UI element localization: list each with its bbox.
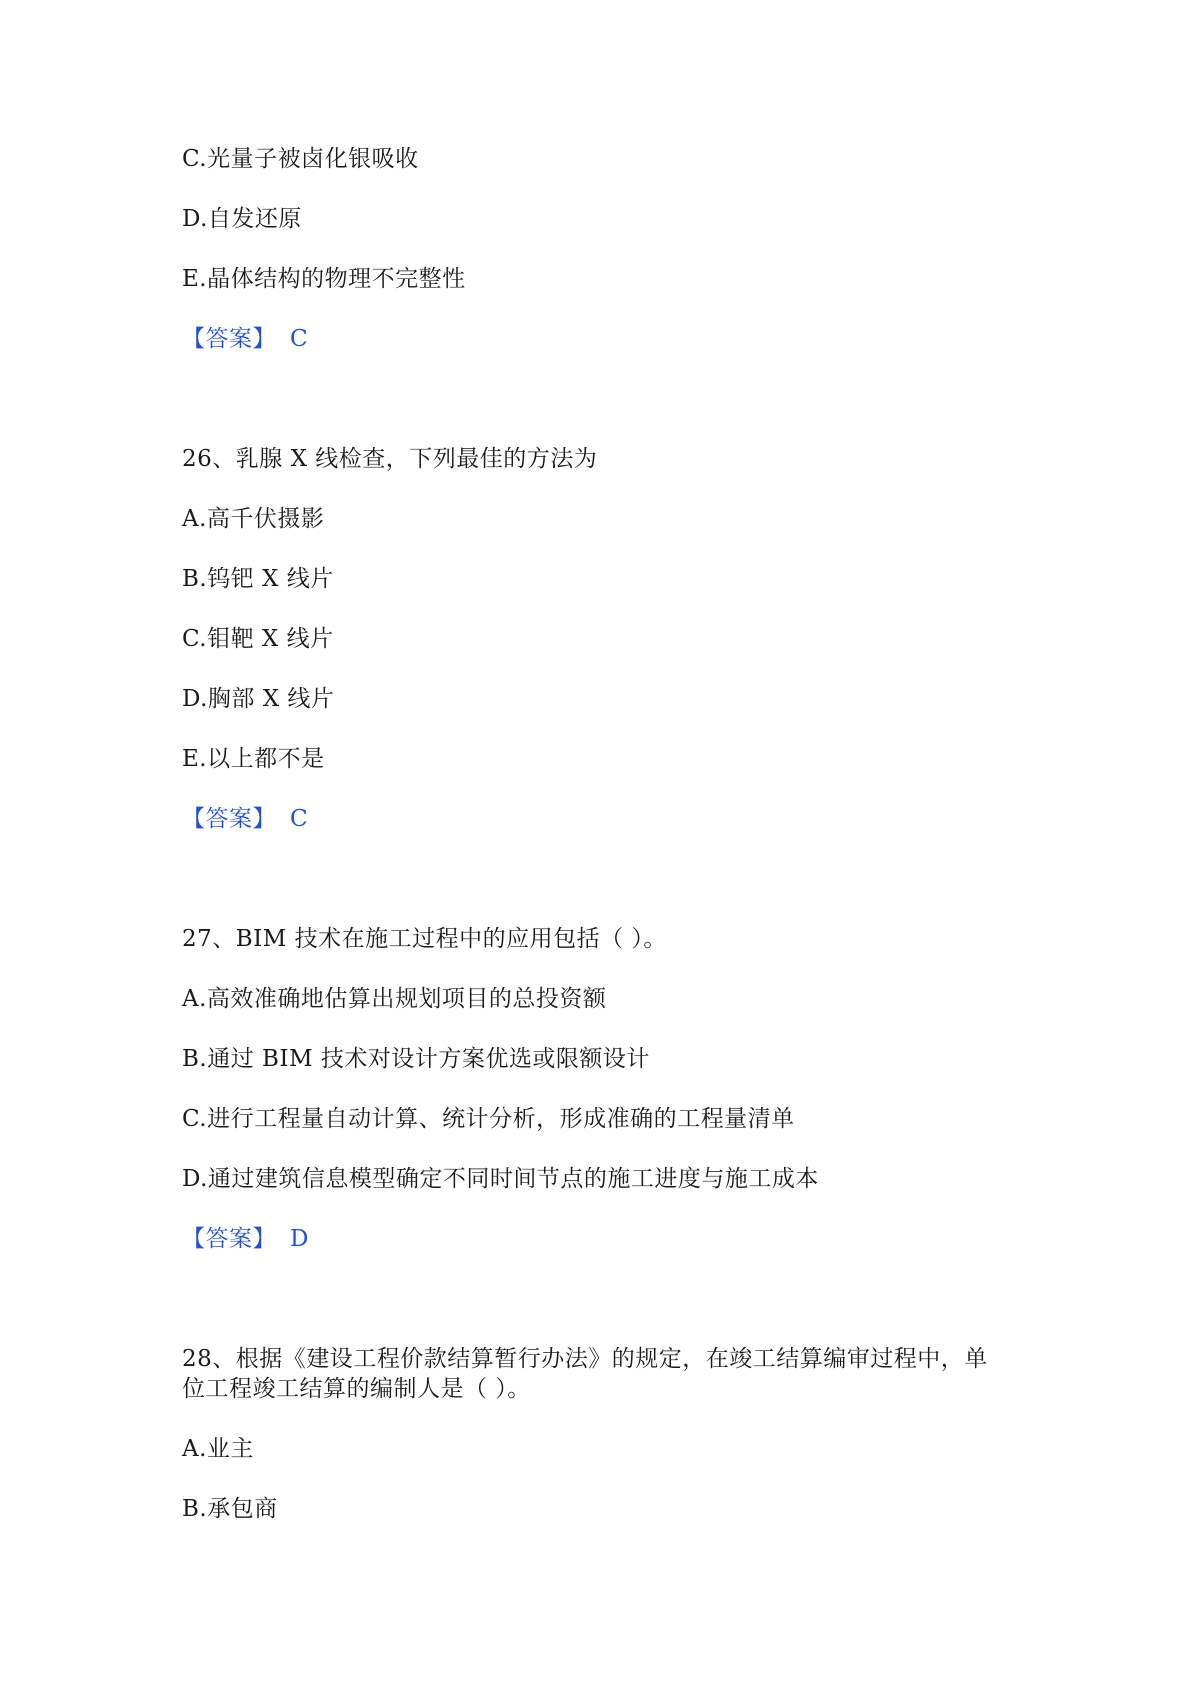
option-text: A.高效准确地估算出规划项目的总投资额 (182, 986, 607, 1012)
question-stem-continued: 位工程竣工结算的编制人是（ ）。 (182, 1376, 531, 1402)
question-stem: 27、BIM 技术在施工过程中的应用包括（ ）。 (182, 926, 667, 952)
option-text: B.钨钯 X 线片 (182, 566, 334, 592)
question-stem: 28、根据《建设工程价款结算暂行办法》的规定，在竣工结算编审过程中，单 (182, 1346, 988, 1372)
answer-line (182, 804, 308, 834)
option-text: A.业主 (182, 1436, 254, 1462)
option-text: D.通过建筑信息模型确定不同时间节点的施工进度与施工成本 (182, 1166, 819, 1192)
answer-tag: 【答案】 (182, 1226, 276, 1252)
option-text: B.通过 BIM 技术对设计方案优选或限额设计 (182, 1046, 650, 1072)
option-text: A.高千伏摄影 (182, 506, 325, 532)
answer-line (182, 1224, 309, 1254)
question-stem: 26、乳腺 X 线检查，下列最佳的方法为 (182, 446, 598, 472)
option-text: C.进行工程量自动计算、统计分析，形成准确的工程量清单 (182, 1106, 795, 1132)
answer-value: D (290, 1226, 309, 1252)
answer-value: C (290, 326, 309, 352)
answer-tag: 【答案】 (182, 806, 276, 832)
option-text: C.光量子被卤化银吸收 (182, 146, 419, 172)
option-text: C.钼靶 X 线片 (182, 626, 334, 652)
option-text: E.以上都不是 (182, 746, 325, 772)
answer-value: C (290, 806, 309, 832)
option-text: D.自发还原 (182, 206, 302, 232)
answer-line (182, 324, 308, 354)
option-text: D.胸部 X 线片 (182, 686, 335, 712)
answer-tag: 【答案】 (182, 326, 276, 352)
option-text: B.承包商 (182, 1496, 278, 1522)
option-text: E.晶体结构的物理不完整性 (182, 266, 466, 292)
